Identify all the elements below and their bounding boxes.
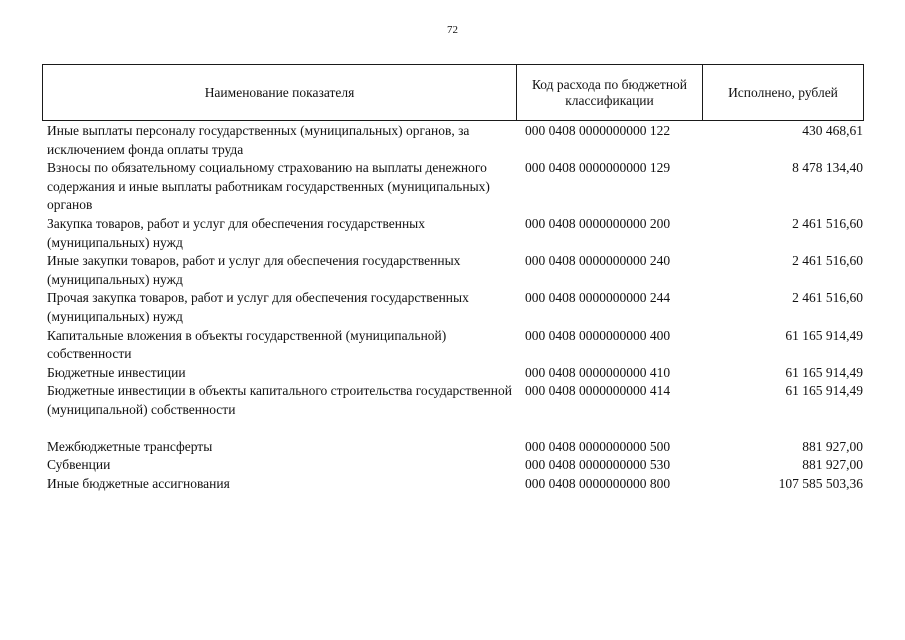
table-header [42, 64, 864, 121]
table-row [42, 252, 864, 289]
table-row [42, 382, 864, 419]
row-name: Межбюджетные трансферты [47, 438, 213, 454]
row-code: 000 0408 0000000000 800 [525, 475, 671, 491]
row-name: Субвенции [47, 457, 111, 473]
row-code: 000 0408 0000000000 129 [525, 160, 671, 176]
row-amount: 2 461 516,60 [792, 215, 863, 231]
table-row [42, 327, 864, 364]
table-body [42, 122, 864, 493]
row-code: 000 0408 0000000000 400 [525, 327, 671, 343]
row-amount: 881 927,00 [802, 438, 863, 454]
row-code: 000 0408 0000000000 500 [525, 438, 671, 454]
row-name: Иные выплаты персоналу государственных (муниципальных) органов, за исключением фонда оплаты труда [47, 123, 470, 157]
row-amount: 430 468,61 [802, 123, 863, 138]
table-row [42, 475, 864, 494]
row-name: Прочая закупка товаров, работ и услуг для обеспечения государственных (муниципальных) нужд [47, 290, 469, 324]
row-amount: 107 585 503,36 [778, 475, 863, 491]
row-code: 000 0408 0000000000 410 [525, 364, 671, 380]
row-name: Бюджетные инвестиции в объекты капитального строительства государственной (муниципальной) собственности [47, 383, 512, 417]
row-code: 000 0408 0000000000 122 [525, 123, 671, 138]
row-amount: 61 165 914,49 [785, 383, 863, 399]
budget-table [42, 64, 864, 493]
row-name: Иные закупки товаров, работ и услуг для обеспечения государственных (муниципальных) нужд [47, 253, 461, 287]
table-row [42, 438, 864, 457]
row-amount: 2 461 516,60 [792, 253, 863, 269]
row-name: Иные бюджетные ассигнования [47, 475, 230, 491]
row-amount: 2 461 516,60 [792, 290, 863, 306]
header-name: Наименование показателя [43, 65, 517, 120]
table-row [42, 215, 864, 252]
row-code: 000 0408 0000000000 530 [525, 457, 671, 473]
page-number: 72 [447, 24, 458, 36]
row-name: Капитальные вложения в объекты государственной (муниципальной) собственности [47, 327, 447, 362]
table-row [42, 289, 864, 326]
table-row [42, 364, 864, 383]
row-code: 000 0408 0000000000 244 [525, 290, 671, 306]
row-name: Бюджетные инвестиции [47, 364, 186, 380]
row-amount: 61 165 914,49 [785, 364, 863, 380]
row-code: 000 0408 0000000000 414 [525, 383, 671, 399]
table-row [42, 122, 864, 159]
row-amount: 61 165 914,49 [785, 327, 863, 343]
row-amount: 8 478 134,40 [792, 160, 863, 176]
table-row [42, 159, 864, 215]
row-code: 000 0408 0000000000 240 [525, 253, 671, 269]
row-name: Взносы по обязательному социальному страхованию на выплаты денежного содержания и иные выплаты работникам государственных (муниципальных) органов [47, 160, 490, 213]
table-row [42, 456, 864, 475]
header-amount: Исполнено, рублей [728, 84, 838, 100]
row-code: 000 0408 0000000000 200 [525, 215, 671, 231]
row-amount: 881 927,00 [802, 457, 863, 473]
header-code: Код расхода по бюджетной классификации [517, 65, 703, 120]
row-name: Закупка товаров, работ и услуг для обеспечения государственных (муниципальных) нужд [47, 215, 426, 250]
